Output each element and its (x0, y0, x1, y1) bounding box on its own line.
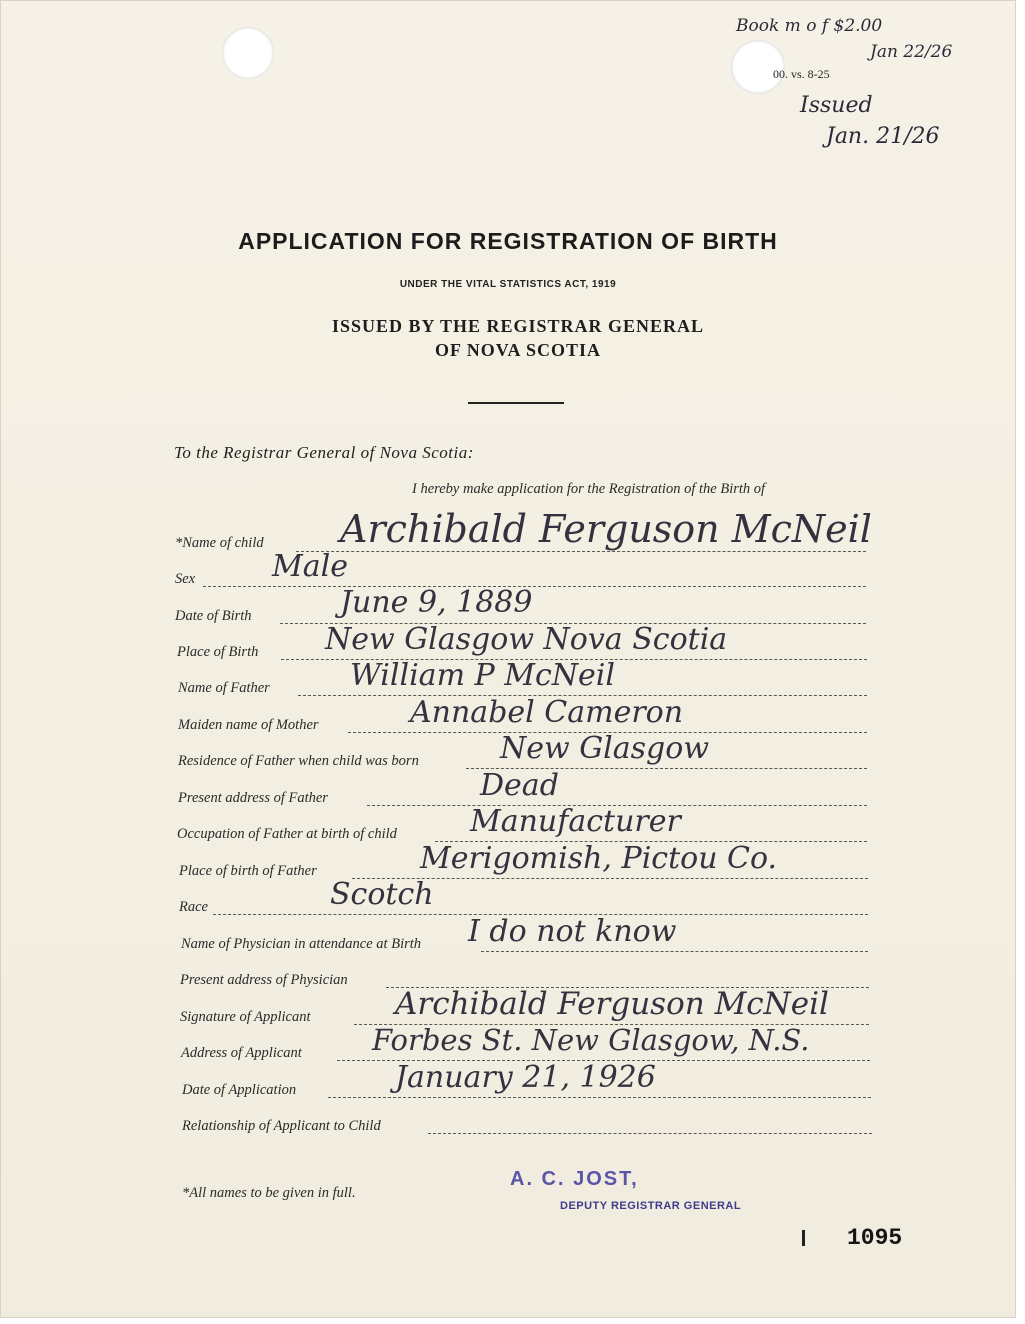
field-value: New Glasgow (500, 731, 710, 766)
intro-text: I hereby make application for the Registration of the Birth of (412, 481, 766, 497)
field-value: June 9, 1889 (340, 585, 533, 620)
field-value: Archibald Ferguson McNeil (395, 986, 829, 1022)
serial-mark (802, 1230, 805, 1246)
field-value: Merigomish, Pictou Co. (420, 841, 778, 876)
field-line (328, 1097, 871, 1098)
registrar-stamp-title: DEPUTY REGISTRAR GENERAL (560, 1200, 742, 1212)
field-label: Relationship of Applicant to Child (182, 1118, 381, 1134)
page-title: APPLICATION FOR REGISTRATION OF BIRTH (238, 228, 778, 254)
field-label: Maiden name of Mother (178, 717, 319, 733)
field-label: Signature of Applicant (180, 1009, 311, 1025)
registrar-stamp-name: A. C. JOST, (510, 1168, 639, 1190)
field-label: Place of birth of Father (179, 863, 317, 879)
field-label: Place of Birth (177, 644, 259, 660)
field-label: Sex (175, 571, 196, 587)
field-value: Scotch (330, 877, 434, 912)
corner-note-issued: Issued (800, 93, 873, 118)
corner-note-date: Jan 22/26 (870, 42, 953, 62)
corner-note-issued-date: Jan. 21/26 (826, 124, 940, 149)
field-line (428, 1133, 872, 1134)
field-value: Annabel Cameron (410, 695, 684, 730)
field-label: Present address of Father (178, 790, 328, 806)
punch-hole-left (222, 27, 274, 79)
field-label: *Name of child (175, 535, 264, 551)
header-divider (468, 402, 564, 404)
field-label: Race (179, 899, 208, 915)
field-value: January 21, 1926 (395, 1060, 656, 1095)
issued-by-line1: ISSUED BY THE REGISTRAR GENERAL (331, 316, 705, 336)
issued-by-line2: OF NOVA SCOTIA (434, 340, 602, 360)
corner-note-payment: Book m o f $2.00 (736, 16, 883, 36)
field-value: Male (272, 549, 348, 584)
field-label: Present address of Physician (180, 972, 348, 988)
field-value: Archibald Ferguson McNeil (340, 507, 872, 551)
field-label: Occupation of Father at birth of child (177, 826, 397, 842)
field-value: Manufacturer (470, 804, 681, 839)
field-value: William P McNeil (350, 658, 615, 693)
form-number: 00. vs. 8-25 (773, 67, 830, 81)
field-line (203, 586, 866, 587)
salutation: To the Registrar General of Nova Scotia: (174, 443, 474, 462)
field-line (296, 551, 866, 552)
field-value: I do not know (468, 914, 677, 949)
field-value: Dead (480, 768, 559, 803)
footnote: *All names to be given in full. (182, 1185, 356, 1201)
serial-number: 1095 (847, 1225, 903, 1251)
page-subtitle: UNDER THE VITAL STATISTICS ACT, 1919 (399, 279, 617, 290)
field-value: Forbes St. New Glasgow, N.S. (372, 1023, 810, 1057)
field-value: New Glasgow Nova Scotia (325, 622, 728, 657)
field-label: Address of Applicant (181, 1045, 302, 1061)
field-label: Residence of Father when child was born (178, 753, 419, 769)
field-label: Name of Physician in attendance at Birth (181, 936, 422, 952)
field-label: Name of Father (178, 680, 270, 696)
field-label: Date of Application (182, 1082, 297, 1098)
field-line (481, 951, 868, 952)
field-label: Date of Birth (175, 608, 252, 624)
